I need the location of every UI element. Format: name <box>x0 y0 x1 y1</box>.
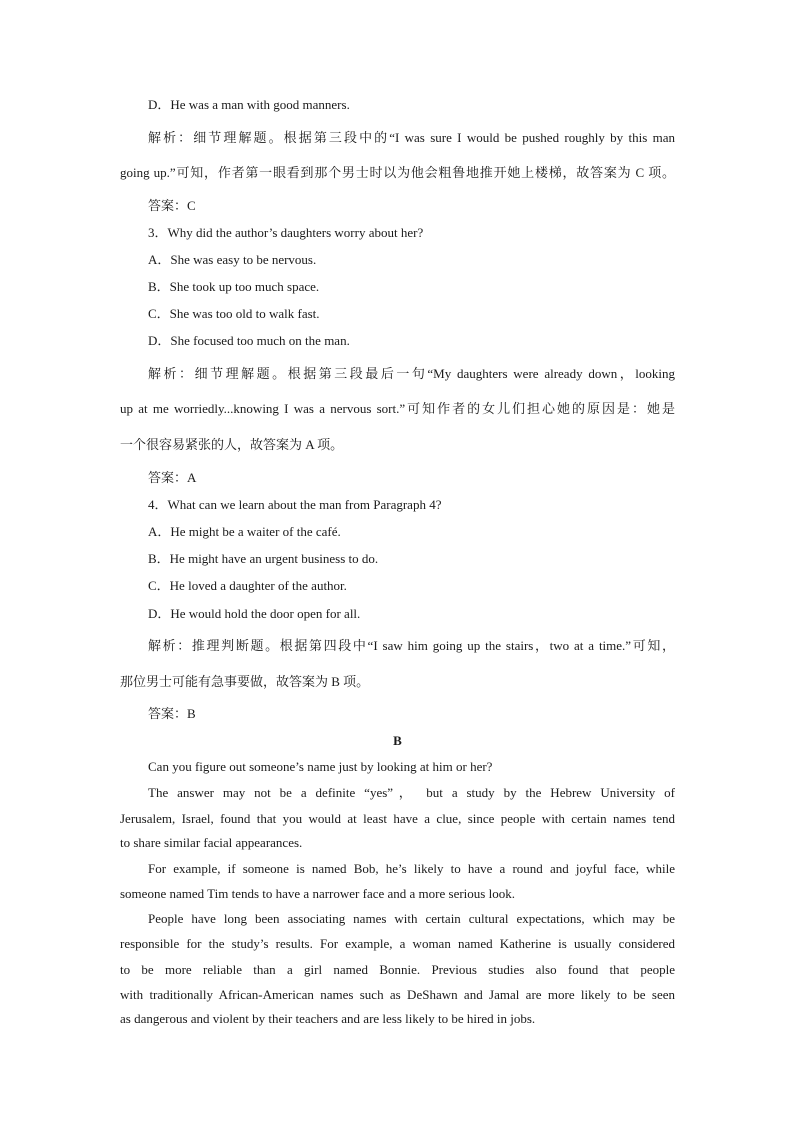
passage-line: to be more reliable than a girl named Bonnie. Previous studies also found that people <box>120 962 675 977</box>
q2-option-d: D．He was a man with good manners. <box>148 97 350 112</box>
passage-line: For example, if someone is named Bob, he’s likely to have a round and joyful face, while <box>148 861 675 876</box>
q4-analysis-line: 那位男士可能有急事要做，故答案为 B 项。 <box>120 674 370 689</box>
passage-line: with traditionally African-American names such as DeShawn and Jamal are more likely to be seen <box>120 987 675 1002</box>
q3-option-c: C．She was too old to walk fast. <box>148 306 320 321</box>
q3-analysis-line: 解析：细节理解题。根据第三段最后一句“My daughters were already down，looking <box>148 366 675 381</box>
q4-option-b: B．He might have an urgent business to do. <box>148 551 379 566</box>
q2-analysis-line: 解析：细节理解题。根据第三段中的“I was sure I would be pushed roughly by this man <box>148 130 675 145</box>
q3-analysis-line: up at me worriedly...knowing I was a nervous sort.”可知作者的女儿们担心她的原因是：她是 <box>120 401 675 416</box>
passage-line: responsible for the study’s results. For example, a woman named Katherine is usually considered <box>120 936 675 951</box>
passage-line: Can you figure out someone’s name just by looking at him or her? <box>148 759 493 774</box>
q4-option-c: C．He loved a daughter of the author. <box>148 578 347 593</box>
q3-option-d: D．She focused too much on the man. <box>148 333 350 348</box>
q3-analysis-line: 一个很容易紧张的人，故答案为 A 项。 <box>120 437 344 452</box>
q3-option-a: A．She was easy to be nervous. <box>148 252 317 267</box>
q4-option-a: A．He might be a waiter of the café. <box>148 524 341 539</box>
passage-line: as dangerous and violent by their teachers and are less likely to be hired in jobs. <box>120 1011 536 1026</box>
q4-question: 4．What can we learn about the man from Paragraph 4? <box>148 497 442 512</box>
q3-answer: 答案：A <box>148 470 197 485</box>
q4-answer: 答案：B <box>148 706 196 721</box>
passage-line: to share similar facial appearances. <box>120 835 303 850</box>
q2-analysis-line: going up.”可知，作者第一眼看到那个男士时以为他会粗鲁地推开她上楼梯，故答案为 C 项。 <box>120 165 675 180</box>
q3-question: 3．Why did the author’s daughters worry about her? <box>148 225 424 240</box>
passage-line: someone named Tim tends to have a narrower face and a more serious look. <box>120 886 515 901</box>
q3-option-b: B．She took up too much space. <box>148 279 320 294</box>
passage-line: People have long been associating names with certain cultural expectations, which may be <box>148 911 675 926</box>
q2-answer: 答案：C <box>148 198 196 213</box>
section-heading: B <box>393 733 402 748</box>
passage-line: The answer may not be a definite “yes”， but a study by the Hebrew University of <box>148 785 675 800</box>
passage-line: Jerusalem, Israel, found that you would at least have a clue, since people with certain names tend <box>120 811 675 826</box>
q4-option-d: D．He would hold the door open for all. <box>148 606 361 621</box>
q4-analysis-line: 解析：推理判断题。根据第四段中“I saw him going up the stairs，two at a time.”可知， <box>148 638 675 653</box>
